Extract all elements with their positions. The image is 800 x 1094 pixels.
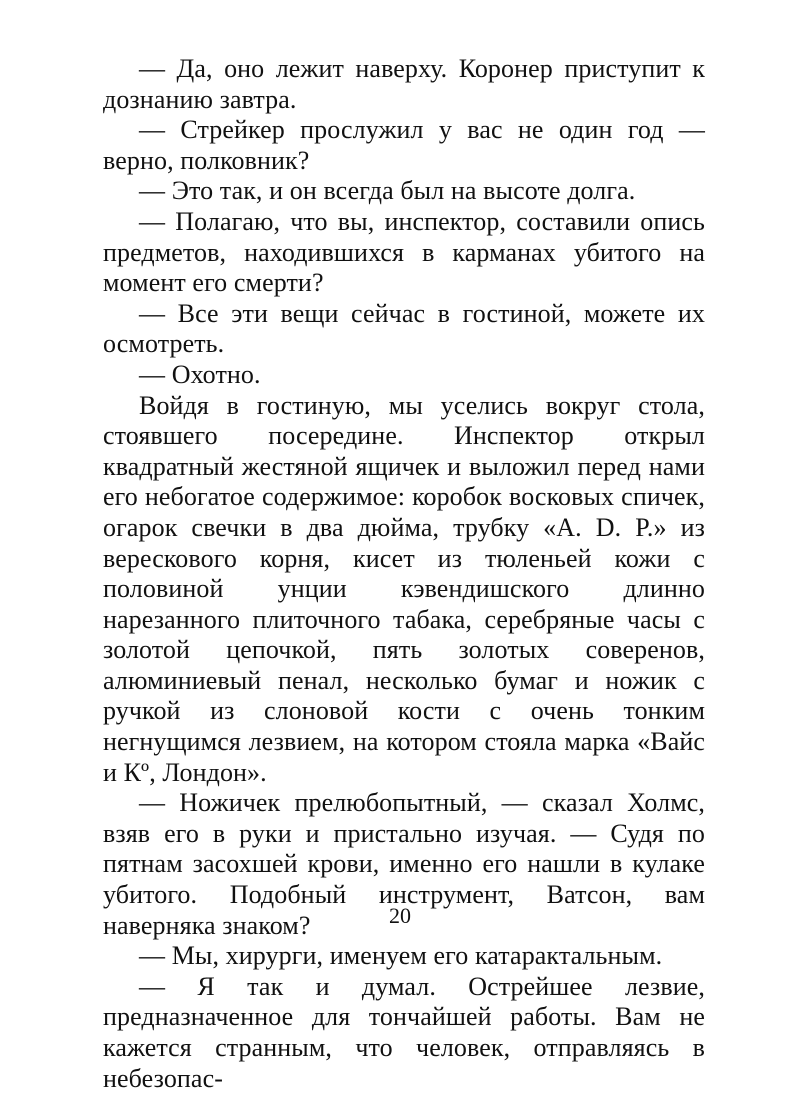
paragraph: — Охотно. (139, 359, 261, 389)
page-number: 20 (389, 903, 411, 928)
paragraph: Войдя в гостиную, мы уселись вокруг стола, стоявшего посередине. Инспектор открыл квадратный жестяной ящичек и выложил перед нами его небогатое содержимое: коробок восковых спичек, огарок свечки в два дюйма, трубку «A. D. P.» из верескового корня, кисет из тюленьей кожи с половиной унции кэвендишского длинно нарезанного плиточного табака, серебряные часы с золотой цепочкой, пять золотых соверенов, алюминиевый пенал, несколько бумаг и ножик с ручкой из слоновой кости с очень тонким негнущимся лезвием, на котором стояла марка «Вайс и Кº, Лондон». (103, 390, 705, 787)
paragraph: — Да, оно лежит наверху. Коронер приступит к дознанию завтра. (103, 54, 705, 114)
paragraph: — Все эти вещи сейчас в гостиной, можете их осмотреть. (103, 298, 705, 359)
book-page-text (103, 54, 705, 1094)
paragraph: — Полагаю, что вы, инспектор, составили опись предметов, находившихся в карманах убитого на момент его смерти? (103, 206, 705, 298)
paragraph: — Стрейкер прослужил у вас не один год — верно, полковник? (103, 115, 705, 175)
paragraph: — Мы, хирурги, именуем его катарактальным. (139, 941, 663, 971)
paragraph: — Это так, и он всегда был на высоте долга. (139, 176, 636, 206)
paragraph: — Я так и думал. Острейшее лезвие, предназначенное для тончайшей работы. Вам не кажется странным, что человек, отправляясь в небезопас- (103, 971, 705, 1093)
paragraph: — Ножичек прелюбопытный, — сказал Холмс, взяв его в руки и пристально изучая. — Судя по пятнам засохшей крови, именно его нашли в кулаке убитого. Подобный инструмент, Ватсон, вам наверняка знаком? (103, 788, 705, 940)
